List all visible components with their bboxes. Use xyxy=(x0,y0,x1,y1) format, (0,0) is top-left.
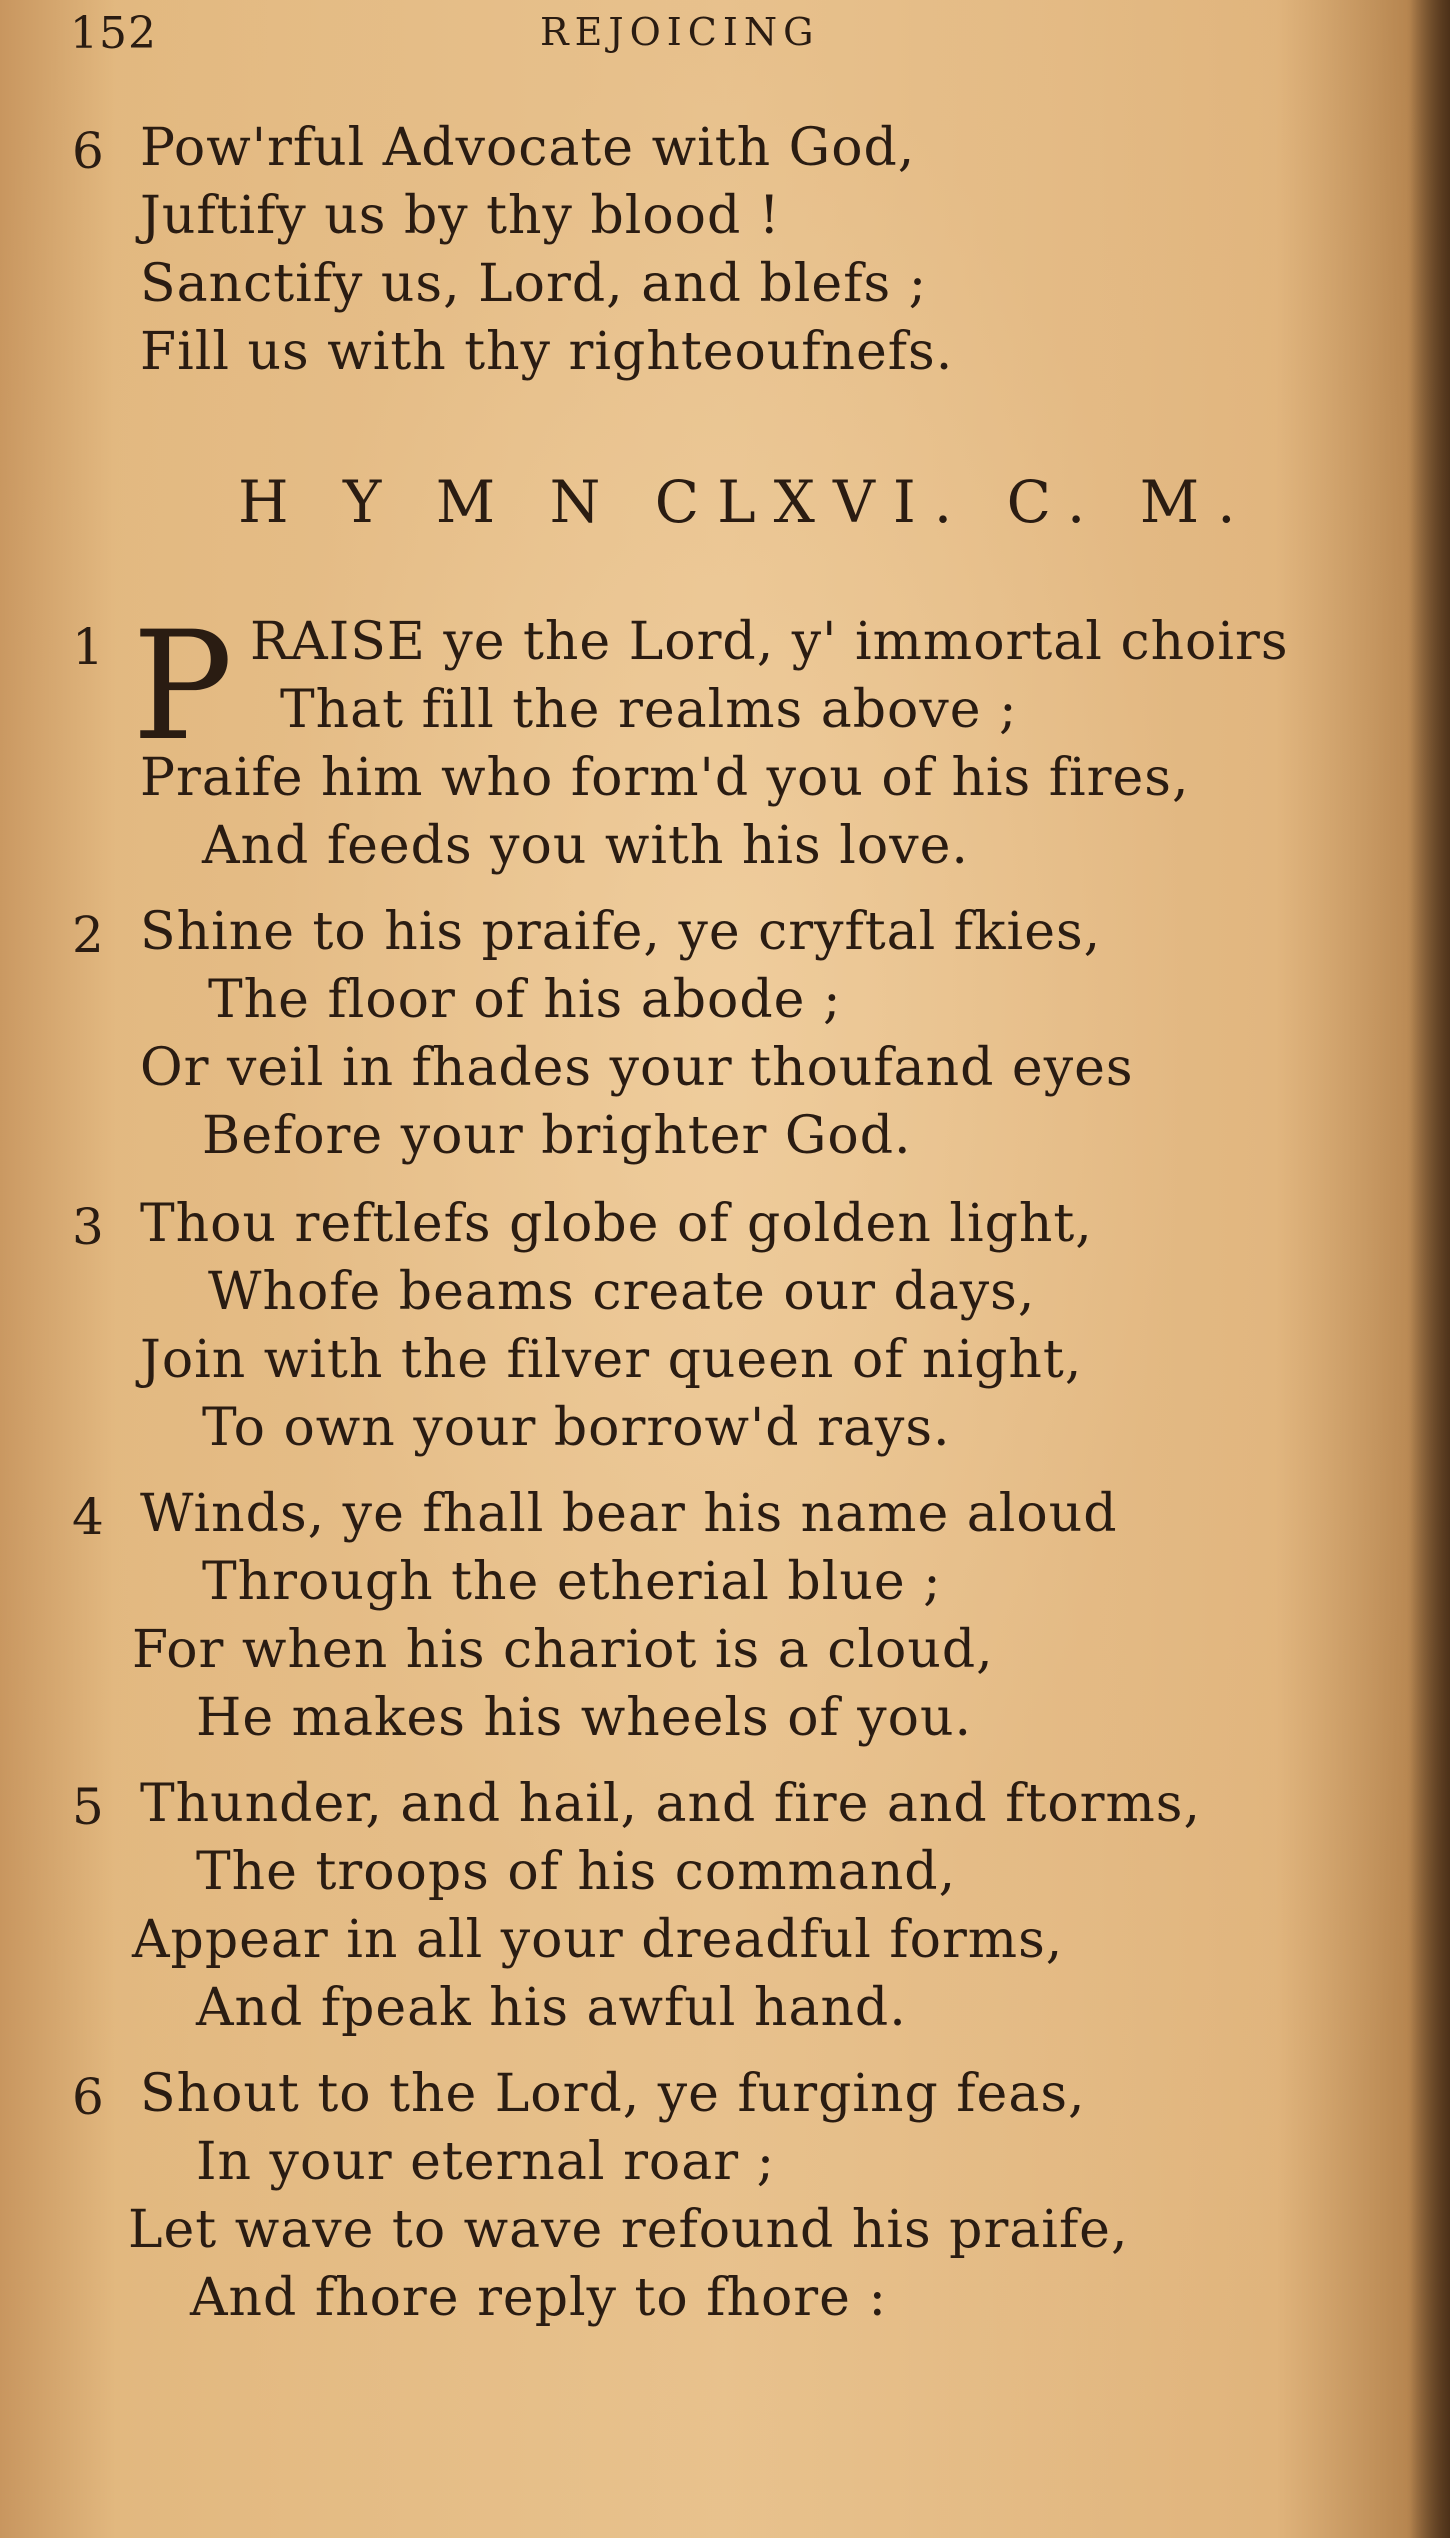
verse-number: 2 xyxy=(72,906,104,964)
verse-line: Praife him who form'd you of his fires, xyxy=(140,748,1190,808)
verse-number: 3 xyxy=(72,1198,104,1256)
verse-line: The troops of his command, xyxy=(196,1842,957,1902)
verse-line: In your eternal roar ; xyxy=(196,2132,776,2192)
verse-line: Join with the filver queen of night, xyxy=(140,1330,1083,1390)
verse-line: Before your brighter God. xyxy=(202,1106,912,1166)
verse-line: And fpeak his awful hand. xyxy=(196,1978,907,2038)
verse-number: 5 xyxy=(72,1778,104,1836)
verse-line: Juftify us by thy blood ! xyxy=(140,186,781,246)
verse-line: Thunder, and hail, and fire and ftorms, xyxy=(140,1774,1202,1834)
verse-line: RAISE ye the Lord, y' immortal choirs xyxy=(250,612,1289,672)
verse-line: And fhore reply to fhore : xyxy=(190,2268,887,2328)
verse-number: 6 xyxy=(72,122,104,180)
verse-line: Or veil in fhades your thoufand eyes xyxy=(140,1038,1134,1098)
verse-line: Sanctify us, Lord, and blefs ; xyxy=(140,254,928,314)
drop-cap: P xyxy=(132,600,233,774)
verse-number: 4 xyxy=(72,1488,104,1546)
verse-line: Appear in all your dreadful forms, xyxy=(132,1910,1064,1970)
verse-line: That fill the realms above ; xyxy=(280,680,1018,740)
verse-line: Shout to the Lord, ye furging feas, xyxy=(140,2064,1086,2124)
verse-line: Pow'rful Advocate with God, xyxy=(140,118,916,178)
running-title: REJOICING xyxy=(540,10,820,54)
page-header xyxy=(70,8,1390,68)
verse-line: Winds, ye fhall bear his name aloud xyxy=(140,1484,1118,1544)
verse-line: Thou reftlefs globe of golden light, xyxy=(140,1194,1093,1254)
verse-line: Shine to his praife, ye cryftal fkies, xyxy=(140,902,1102,962)
verse-line: The floor of his abode ; xyxy=(208,970,842,1030)
verse-number: 6 xyxy=(72,2068,104,2126)
verse-line: Fill us with thy righteoufnefs. xyxy=(140,322,954,382)
page-edge-shadow xyxy=(1410,0,1450,2538)
verse-line: Through the etherial blue ; xyxy=(202,1552,942,1612)
verse-line: For when his chariot is a cloud, xyxy=(132,1620,994,1680)
verse-line: And feeds you with his love. xyxy=(202,816,969,876)
verse-line: Let wave to wave refound his praife, xyxy=(128,2200,1129,2260)
verse-line: Whofe beams create our days, xyxy=(208,1262,1036,1322)
verse-line: To own your borrow'd rays. xyxy=(202,1398,951,1458)
page-number: 152 xyxy=(70,8,157,59)
verse-line: He makes his wheels of you. xyxy=(196,1688,972,1748)
hymn-title: H Y M N CLXVI. C. M. xyxy=(238,468,1254,536)
verse-number: 1 xyxy=(72,618,104,676)
